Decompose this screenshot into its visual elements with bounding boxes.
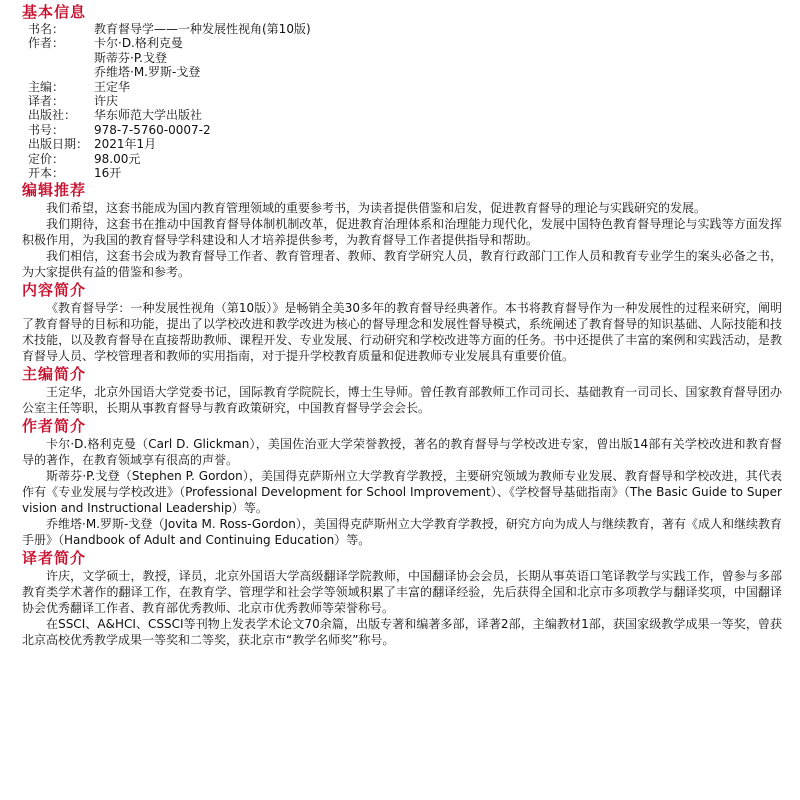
info-row: 开本： 16开	[28, 166, 122, 181]
info-row: 主编： 王定华	[28, 79, 131, 94]
paragraph: 斯蒂芬·P.戈登（Stephen P. Gordon），美国得克萨斯州立大学教育学教授，主要研究领域为教师专业发展、教育督导和学校改进，其代表作有《专业发展与学校改进》（Professional Development for School Improvement）、《学校督导基础指南》（The Basic Guide to Supervision and Instructional Leadership）等。	[22, 469, 782, 516]
paragraph: 王定华，北京外国语大学党委书记，国际教育学院院长，博士生导师。曾任教育部教师工作司司长、基础教育一司司长、国家教育督导团办公室主任等职，长期从事教育督导与教育政策研究，中国教育督导学会会长。	[22, 385, 782, 416]
info-row: 定价： 98.00元	[28, 151, 141, 166]
book-info-page	[22, 0, 782, 648]
info-row: 书号： 978-7-5760-0007-2	[28, 122, 211, 137]
info-row: 出版日期： 2021年1月	[28, 137, 157, 152]
info-row: 作者： 卡尔·D.格利克曼	[28, 36, 183, 51]
info-row: 乔维塔·M.罗斯-戈登	[94, 65, 201, 80]
chief-editor-heading: 主编简介	[22, 365, 87, 384]
paragraph: 许庆，文学硕士，教授，译员，北京外国语大学高级翻译学院教师，中国翻译协会会员，长期从事英语口笔译教学与实践工作，曾参与多部教育类学术著作的翻译工作，在教育学、管理学和社会学等领域积累了丰富的翻译经验，先后获得全国和北京市多项教学与翻译奖项，中国翻译协会优秀翻译工作者、教育部优秀教师、北京市优秀教师等荣誉称号。	[22, 569, 782, 616]
translator-heading: 译者简介	[22, 549, 87, 568]
editor-recommendation-section	[22, 180, 782, 280]
info-row: 出版社： 华东师范大学出版社	[28, 108, 203, 123]
content-summary-heading: 内容简介	[22, 281, 87, 300]
basic-info-section	[22, 2, 782, 180]
info-row: 译者： 许庆	[28, 94, 119, 109]
paragraph: 乔维塔·M.罗斯-戈登（Jovita M. Ross-Gordon），美国得克萨斯州立大学教育学教授，研究方向为成人与继续教育，著有《成人和继续教育手册》（Handbook of Adult and Continuing Education）等。	[22, 517, 782, 548]
basic-info-list	[28, 22, 782, 180]
paragraph: 我们相信，这套书会成为教育督导工作者、教育管理者、教师、教育学研究人员，教育行政部门工作人员和教育专业学生的案头必备之书，为大家提供有益的借鉴和参考。	[22, 249, 782, 280]
paragraph: 我们期待，这套书在推动中国教育督导体制机制改革，促进教育治理体系和治理能力现代化，发展中国特色教育督导理论与实践等方面发挥积极作用，为我国的教育督导学科建设和人才培养提供参考，为教育督导工作者提供指导和帮助。	[22, 217, 782, 248]
content-summary-section	[22, 280, 782, 364]
paragraph: 在SSCI、A&HCI、CSSCI等刊物上发表学术论文70余篇，出版专著和编著多部，译著2部，主编教材1部，获国家级教学成果一等奖，曾获北京高校优秀教学成果一等奖和二等奖，获北京市“教学名师奖”称号。	[22, 617, 782, 648]
author-heading: 作者简介	[22, 417, 87, 436]
info-row: 斯蒂芬·P.戈登	[94, 50, 167, 65]
translator-section	[22, 548, 782, 648]
editor-recommendation-heading: 编辑推荐	[22, 181, 87, 200]
info-row: 书名： 教育督导学——一种发展性视角(第10版)	[28, 22, 311, 36]
chief-editor-section	[22, 364, 782, 416]
author-section	[22, 416, 782, 548]
paragraph: 卡尔·D.格利克曼（Carl D. Glickman），美国佐治亚大学荣誉教授，著名的教育督导与学校改进专家，曾出版14部有关学校改进和教育督导的著作，在教育领域享有很高的声誉。	[22, 437, 782, 468]
paragraph: 《教育督导学：一种发展性视角（第10版）》是畅销全美30多年的教育督导经典著作。本书将教育督导作为一种发展性的过程来研究，阐明了教育督导的目标和功能，提出了以学校改进和教学改进为核心的督导理念和发展性督导模式，系统阐述了教育督导的知识基础、人际技能和技术技能，以及教育督导在直接帮助教师、课程开发、专业发展、行动研究和学校改进等方面的任务。书中还提供了丰富的案例和实践活动，是教育督导人员、学校管理者和教师的实用指南，对于提升学校教育质量和促进教师专业发展具有重要价值。	[22, 301, 782, 364]
paragraph: 我们希望，这套书能成为国内教育管理领域的重要参考书，为读者提供借鉴和启发，促进教育督导的理论与实践研究的发展。	[46, 201, 707, 216]
basic-info-heading: 基本信息	[22, 3, 87, 21]
